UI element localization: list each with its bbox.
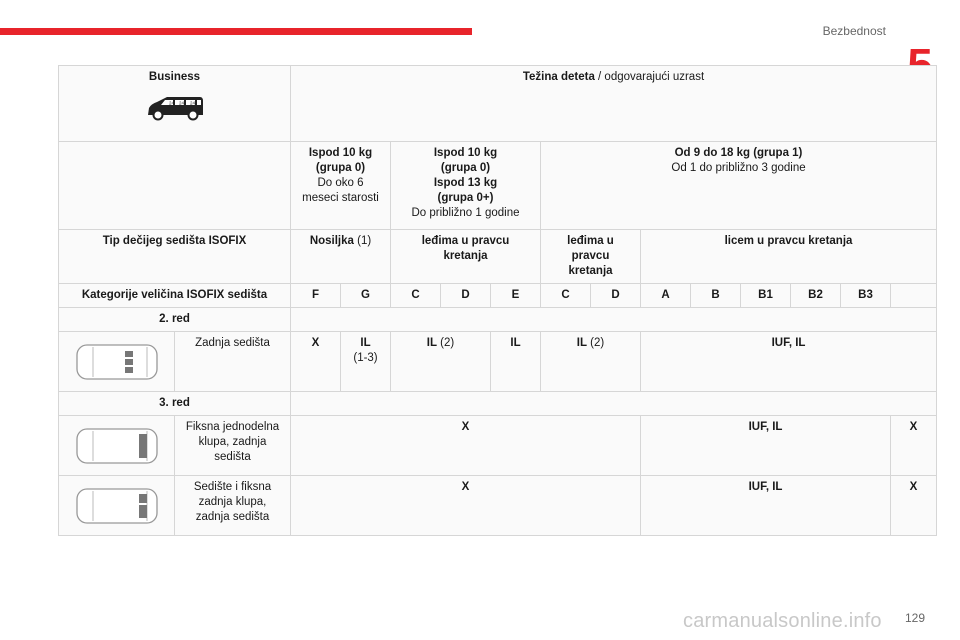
row2-diagram-cell [59, 332, 175, 392]
size-class-cell: B2 [791, 284, 841, 308]
version-cell [59, 66, 291, 142]
carrycot-note: (1) [353, 235, 372, 247]
van-icon [145, 93, 205, 123]
svg-text:24: 24 [189, 100, 195, 106]
row3b-label-line3: zadnja sedišta [195, 511, 270, 523]
size-class-empty [891, 284, 937, 308]
row2-il: IL [360, 337, 371, 349]
weight-header-rest: / odgovarajući uzrast [594, 71, 705, 83]
rear-facing-1-line2: kretanja [443, 250, 488, 262]
row3a-diagram-cell [59, 416, 175, 476]
row3b-label-line1: Sedište i fiksna [193, 481, 272, 493]
row2-c-il: IL [426, 337, 437, 349]
size-class-cell: B1 [741, 284, 791, 308]
van-top-view-bench-icon [75, 426, 159, 466]
group0-weight: Ispod 10 kg [308, 147, 373, 159]
row3b-rear-facing-value: X [291, 476, 641, 536]
group0-name: (grupa 0) [315, 162, 366, 174]
row3a-label-line3: sedišta [214, 451, 251, 463]
svg-text:24: 24 [168, 100, 174, 106]
row2-seat-label: Zadnja sedišta [175, 332, 291, 392]
row2-cd-note: (2) [586, 337, 605, 349]
group0p-name-2: (grupa 0+) [437, 192, 494, 204]
row3a-seat-label [175, 416, 291, 476]
size-class-cell: D [591, 284, 641, 308]
group0-age-2: meseci starosti [302, 192, 379, 204]
row3b-forward-facing-value: IUF, IL [641, 476, 891, 536]
size-class-cell: E [491, 284, 541, 308]
group1-cell [541, 142, 937, 230]
row2-c-note: (2) [436, 337, 455, 349]
row3a-forward-facing-value: IUF, IL [641, 416, 891, 476]
weight-header-cell [291, 66, 937, 142]
row3b-label-line2: zadnja klupa, [198, 496, 267, 508]
row3a-label-line2: klupa, zadnja [198, 436, 267, 448]
row2-carrycot-value: X [291, 332, 341, 392]
size-class-cell: F [291, 284, 341, 308]
group1-weight: Od 9 do 18 kg (grupa 1) [674, 147, 803, 159]
row2-rear-facing-2-value [541, 332, 641, 392]
watermark: carmanualsonline.info [683, 610, 882, 632]
rear-facing-cell-2 [541, 230, 641, 284]
group0plus-cell [391, 142, 541, 230]
row3a-b3-value: X [891, 416, 937, 476]
size-class-label: Kategorije veličina ISOFIX sedišta [59, 284, 291, 308]
row3a-rear-facing-value: X [291, 416, 641, 476]
row3b-diagram-cell [59, 476, 175, 536]
row-2-empty [291, 308, 937, 332]
version-label: Business [148, 71, 201, 83]
group1-age: Od 1 do približno 3 godine [671, 162, 806, 174]
size-class-cell: C [391, 284, 441, 308]
row2-il-note: (1-3) [353, 352, 378, 364]
group0p-name-1: (grupa 0) [440, 162, 491, 174]
row3b-seat-label [175, 476, 291, 536]
seat-type-label: Tip dečijeg sedišta ISOFIX [59, 230, 291, 284]
row2-forward-facing-value: IUF, IL [641, 332, 937, 392]
group0-age-1: Do oko 6 [317, 177, 364, 189]
row2-carrycot-g-value [341, 332, 391, 392]
group0p-weight-1: Ispod 10 kg [433, 147, 498, 159]
van-top-view-row2-icon [75, 342, 159, 382]
empty-cell [59, 142, 291, 230]
size-class-cell: B3 [841, 284, 891, 308]
header-accent-bar [0, 28, 472, 35]
van-top-view-seat-bench-icon [75, 486, 159, 526]
row2-rear-facing-c-value [391, 332, 491, 392]
isofix-table [58, 65, 937, 536]
weight-header-bold: Težina deteta [522, 71, 595, 83]
size-class-cell: G [341, 284, 391, 308]
row-3-label: 3. red [59, 392, 291, 416]
row2-rear-facing-e-value: IL [491, 332, 541, 392]
page-number: 129 [905, 611, 926, 625]
svg-text:24: 24 [178, 100, 184, 106]
section-title: Bezbednost [822, 24, 886, 38]
row3b-b3-value: X [891, 476, 937, 536]
group0p-weight-2: Ispod 13 kg [433, 177, 498, 189]
row-2-label: 2. red [59, 308, 291, 332]
size-class-cell: D [441, 284, 491, 308]
forward-facing-cell: licem u pravcu kretanja [641, 230, 937, 284]
size-class-cell: A [641, 284, 691, 308]
row3a-label-line1: Fiksna jednodelna [185, 421, 280, 433]
group0p-age: Do približno 1 godine [411, 207, 520, 219]
carrycot-cell [291, 230, 391, 284]
row2-cd-il: IL [576, 337, 587, 349]
rear-facing-1-line1: leđima u pravcu [421, 235, 510, 247]
row-3-empty [291, 392, 937, 416]
rear-facing-2-line2: pravcu [571, 250, 610, 262]
rear-facing-2-line3: kretanja [568, 265, 613, 277]
rear-facing-2-line1: leđima u [567, 235, 614, 247]
carrycot-label: Nosiljka [309, 235, 354, 247]
size-class-cell: C [541, 284, 591, 308]
rear-facing-cell-1 [391, 230, 541, 284]
group0-cell [291, 142, 391, 230]
size-class-cell: B [691, 284, 741, 308]
